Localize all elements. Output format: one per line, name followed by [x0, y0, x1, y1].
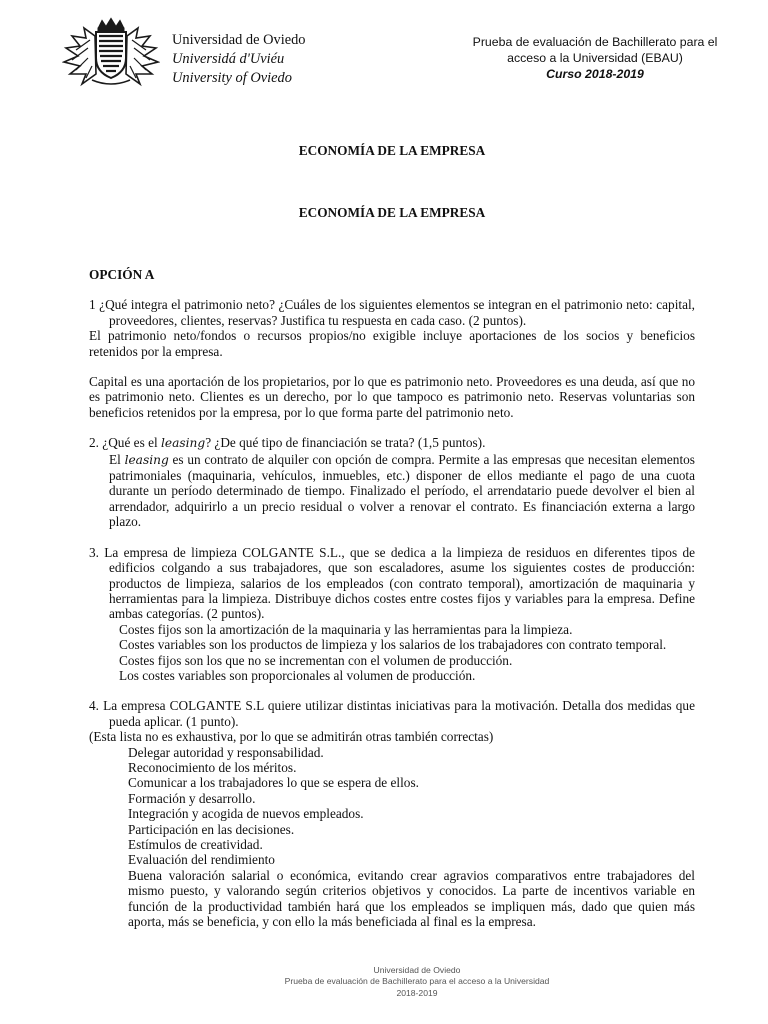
- answer-3-line-1: Costes fijos son la amortización de la maquinaria y las herramientas para la limpieza.: [119, 621, 573, 637]
- answer-2: [89, 452, 695, 530]
- answer-1-paragraph-2: Capital es una aportación de los propietarios, por lo que es patrimonio neto. Proveedores es una deuda, así que no es patrimonio neto. Clientes es un derecho, por lo que tampoco es patrimonio neto. Reservas voluntarias son beneficios retenidos por la empresa, por lo que forma parte del patrimonio neto.: [89, 374, 695, 420]
- motivation-item: Formación y desarrollo.: [128, 790, 256, 806]
- motivation-item: Estímulos de creatividad.: [128, 837, 263, 852]
- motivation-item: Integración y acogida de nuevos empleados.: [128, 806, 364, 822]
- question-4: 4. La empresa COLGANTE S.L quiere utilizar distintas iniciativas para la motivación. Detalla dos medidas que pueda aplicar. (1 punto).: [89, 698, 695, 729]
- course-year: Curso 2018-2019: [546, 67, 644, 81]
- question-2: [89, 435, 695, 451]
- motivation-item: Participación en las decisiones.: [128, 821, 295, 837]
- university-names: [172, 31, 305, 88]
- option-heading: OPCIÓN A: [89, 267, 155, 282]
- footer-university: Universidad de Oviedo: [373, 965, 461, 975]
- question-4-note: (Esta lista no es exhaustiva, por lo que se admitirán otras también correctas): [89, 729, 494, 745]
- university-coat-of-arms-logo: [62, 16, 160, 90]
- motivation-item: Delegar autoridad y responsabilidad.: [128, 744, 324, 760]
- exam-name-line2: acceso a la Universidad (EBAU): [507, 51, 683, 65]
- university-name-english: University of Oviedo: [172, 70, 292, 86]
- question-2-leasing-term: leasing: [161, 436, 206, 451]
- page-footer: [0, 965, 768, 999]
- answer-1-paragraph-1: El patrimonio neto/fondos o recursos propios/no exigible incluye aportaciones de los socios y beneficios retenidos por la empresa.: [89, 328, 695, 359]
- motivation-item: Reconocimiento de los méritos.: [128, 759, 297, 775]
- answer-2-part-a: El: [109, 451, 125, 467]
- motivation-item: Evaluación del rendimiento: [128, 852, 275, 868]
- question-3: 3. La empresa de limpieza COLGANTE S.L., que se dedica a la limpieza de residuos en diferentes tipos de edificios colgando a sus trabajadores, que son escaladores, asume los siguientes costes de producción: productos de limpieza, salarios de los empleados (con contrato temporal), amortización de maquinaria y herramientas para la limpieza. Distribuye dichos costes entre costes fijos y variables para la empresa. Define ambas categorías. (2 puntos).: [89, 544, 695, 622]
- exam-name-line1: Prueba de evaluación de Bachillerato para el: [472, 35, 718, 49]
- motivation-item: Comunicar a los trabajadores lo que se espera de ellos.: [128, 775, 419, 791]
- question-2-part-a: 2. ¿Qué es el: [89, 435, 161, 451]
- answer-3-line-2: Costes variables son los productos de limpieza y los salarios de los trabajadores con contrato temporal.: [119, 637, 667, 653]
- footer-exam-name: Prueba de evaluación de Bachillerato para el acceso a la Universidad: [284, 976, 550, 987]
- subject-title-repeat: ECONOMÍA DE LA EMPRESA: [298, 205, 486, 220]
- question-2-part-b: ? ¿De qué tipo de financiación se trata? (1,5 puntos).: [205, 435, 486, 451]
- footer-year: 2018-2019: [396, 987, 438, 998]
- answer-3-line-3: Costes fijos son los que no se incrementan con el volumen de producción.: [119, 652, 513, 668]
- exam-body: [89, 267, 695, 929]
- answer-2-leasing-term: leasing: [124, 452, 169, 467]
- question-1: 1 ¿Qué integra el patrimonio neto? ¿Cuáles de los siguientes elementos se integran en el patrimonio neto: capital, proveedores, clientes, reservas? Justifica tu respuesta en cada caso. (2 puntos).: [89, 297, 695, 328]
- subject-title: ECONOMÍA DE LA EMPRESA: [298, 143, 486, 158]
- motivation-item: Buena valoración salarial o económica, evitando crear agravios comparativos entre trabajadores del mismo puesto, y valorando según criterios objetivos y conocidos. La parte de incentivos variable en función de la productividad también hará que los empleados se impliquen más, dado que quien más aporta, más se beneficia, y con ello la más beneficiada al final es la empresa.: [128, 867, 695, 930]
- university-name-spanish: Universidad de Oviedo: [172, 32, 306, 48]
- answer-3-line-4: Los costes variables son proporcionales al volumen de producción.: [119, 667, 476, 683]
- answer-2-part-b: es un contrato de alquiler con opción de compra. Permite a las empresas que necesitan elementos patrimoniales (maquinaria, vehículos, inmuebles, etc.) disponer de ellos mediante el pago de una cuota durante un período determinado de tiempo. Finalizado el período, el arrendatario puede devolver el bien al arrendador, adquirirlo a un precio residual o volver a renovar el contrato. Es financiación externa a largo plazo.: [109, 451, 695, 530]
- university-name-asturian: Universidá d'Uviéu: [172, 51, 285, 67]
- exam-header: [470, 34, 720, 82]
